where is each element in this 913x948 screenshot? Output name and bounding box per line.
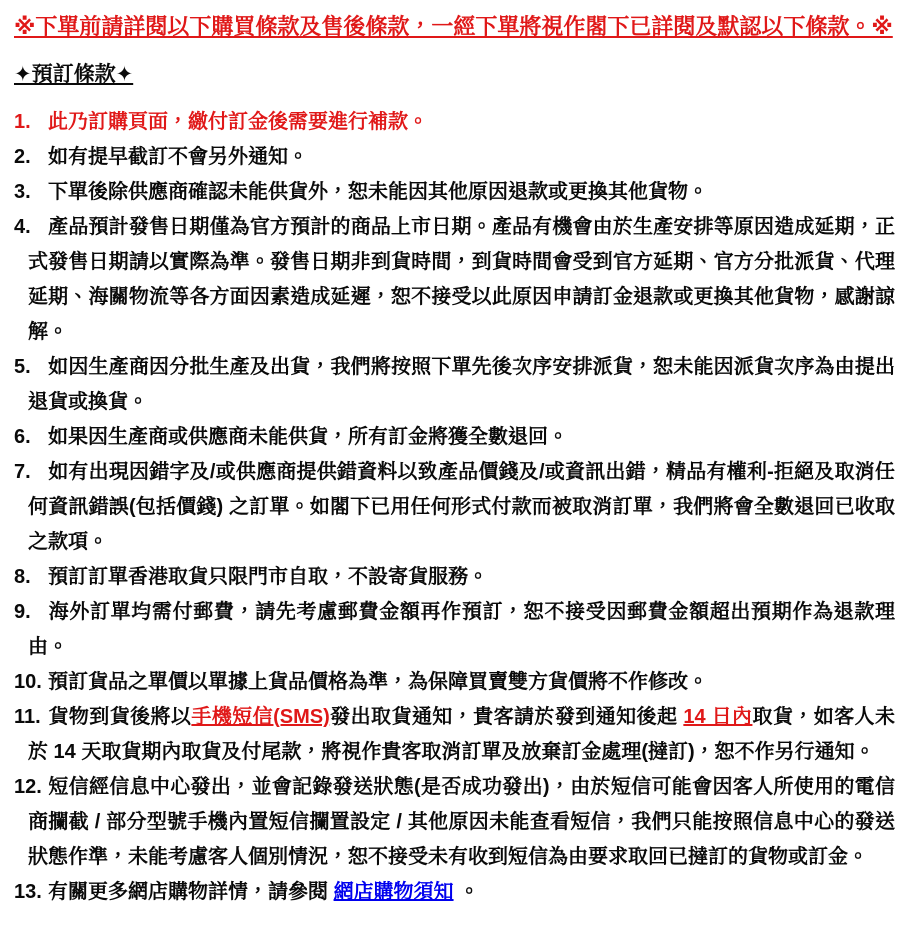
term-item-6 [14,420,895,455]
term-text [28,601,895,658]
term-number: 5. [14,356,31,378]
term-text [48,111,428,133]
term-number: 2. [14,146,31,168]
terms-list [14,105,895,910]
term-text [48,146,308,168]
pickup-deadline-highlight: 14 日內 [683,706,753,728]
sms-highlight: 手機短信(SMS) [191,706,330,728]
term-text [28,706,895,763]
term-number: 1. [14,111,31,133]
term-number: 7. [14,461,31,483]
term-text-segment: 如果因生產商或供應商未能供貨，所有訂金將獲全數退回。 [48,426,568,448]
term-text-segment: 短信經信息中心發出，並會記錄發送狀態(是否成功發出)，由於短信可能會因客人所使用的電信商攔截 / 部分型號手機內置短信攔置設定 / 其他原因未能查看短信，我們只能按照信息中心的發送狀態作準，未能考慮客人個別情況，恕不接受未有收到短信為由要求取回已撻訂的貨物或訂金。 [28,776,895,868]
term-text [48,566,488,588]
term-text-segment: 。 [453,881,480,903]
section-heading-preorder-terms: ✦預訂條款✦ [14,63,134,86]
term-item-11 [14,700,895,770]
term-item-4 [14,210,895,350]
term-number: 13. [14,881,42,903]
term-item-3 [14,175,895,210]
term-text [48,181,708,203]
term-number: 4. [14,216,31,238]
term-item-5 [14,350,895,420]
term-number: 10. [14,671,42,693]
term-text [28,461,895,553]
deposit-notice-text: 此乃訂購頁面，繳付訂金後需要進行補款。 [48,111,428,133]
term-number: 3. [14,181,31,203]
term-text-segment: 取貨，如客人未於 14 天取貨期內取貨及付尾款，將視作貴客取消訂單及放棄訂金處理(撻訂)，恕不作另行通知。 [28,706,895,763]
term-text-segment: 如有出現因錯字及/或供應商提供錯資料以致產品價錢及/或資訊出錯，精品有權利-拒絕及取消任何資訊錯誤(包括價錢) 之訂單。如閣下已用任何形式付款而被取消訂單，我們將會全數退回已收取之款項。 [28,461,895,553]
term-text-segment: 預訂訂單香港取貨只限門市自取，不設寄貨服務。 [48,566,488,588]
term-item-7 [14,455,895,560]
term-text-segment: 發出取貨通知，貴客請於發到通知後起 [329,706,684,728]
term-number: 11. [14,706,41,728]
term-text [28,776,895,868]
term-text [48,881,479,903]
document-warning-title: ※下單前請詳閱以下購買條款及售後條款，一經下單將視作閣下已詳閱及默認以下條款。※ [14,14,893,39]
term-text-segment: 有關更多網店購物詳情，請參閱 [48,881,334,903]
term-text-segment: 預訂貨品之單價以單據上貨品價格為準，為保障買賣雙方貨價將不作修改。 [48,671,708,693]
term-item-10 [14,665,895,700]
term-text [48,426,568,448]
term-text [28,356,895,413]
term-item-9 [14,595,895,665]
store-shopping-notice-link[interactable]: 網店購物須知 [333,881,454,903]
term-number: 9. [14,601,31,623]
term-item-8 [14,560,895,595]
term-text-segment: 如因生產商因分批生產及出貨，我們將按照下單先後次序安排派貨，恕未能因派貨次序為由提出退貨或換貨。 [28,356,895,413]
term-number: 6. [14,426,31,448]
term-item-1 [14,105,895,140]
term-number: 12. [14,776,42,798]
term-text [28,216,895,343]
term-item-12 [14,770,895,875]
term-text-segment: 海外訂單均需付郵費，請先考慮郵費金額再作預訂，恕不接受因郵費金額超出預期作為退款理由。 [28,601,895,658]
term-text-segment: 下單後除供應商確認未能供貨外，恕未能因其他原因退款或更換其他貨物。 [48,181,708,203]
term-number: 8. [14,566,31,588]
term-text [48,671,708,693]
term-item-13 [14,875,895,910]
term-text-segment: 貨物到貨後將以 [48,706,192,728]
term-item-2 [14,140,895,175]
term-text-segment: 如有提早截訂不會另外通知。 [48,146,308,168]
term-text-segment: 產品預計發售日期僅為官方預計的商品上市日期。產品有機會由於生產安排等原因造成延期，正式發售日期請以實際為準。發售日期非到貨時間，到貨時間會受到官方延期、官方分批派貨、代理延期、海關物流等各方面因素造成延遲，恕不接受以此原因申請訂金退款或更換其他貨物，感謝諒解。 [28,216,895,343]
